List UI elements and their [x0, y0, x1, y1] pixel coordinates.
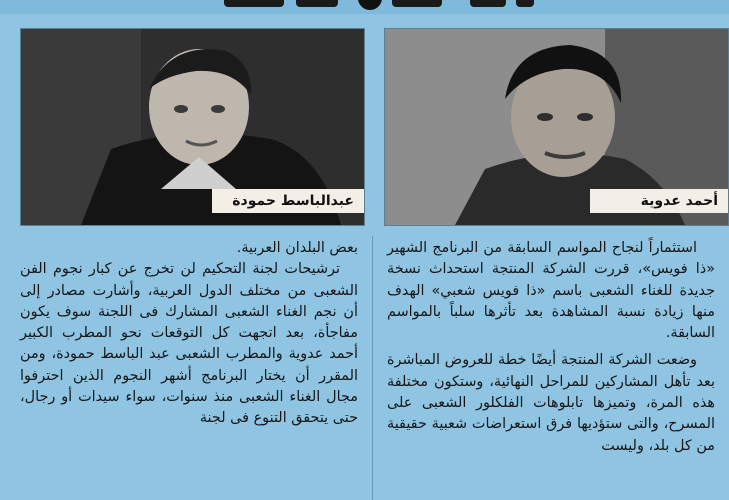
photo-abdelbasset-hamouda	[20, 28, 365, 226]
paragraph: ترشيحات لجنة التحكيم لن تخرج عن كبار نجوم الفن الشعبى من مختلف الدول العربية، وأشارت مصادر إلى أن نجم الغناء الشعبى المشارك فى اللجنة سوف يكون مفاجأة، بعد اتجهت كل التوقعات نحو المطرب الكبير أحمد عدوية والمطرب الشعبى عبد الباسط حمودة، ومن المقرر أن يختار البرنامج أشهر النجوم الذين احترفوا مجال الغناء الشعبى منذ سنوات، سواء سيدات أو رجال، حتى يتحقق التنوع فى لجنة	[20, 261, 358, 427]
headline-dot	[358, 0, 382, 10]
paragraph: وضعت الشركة المنتجة أيضًا خطة للعروض المباشرة بعد تأهل المشاركين للمراحل النهائية، وستكون مختلفة هذه المرة، وتميزها تابلوهات الفلكلور الشعبى على المسرح، والتى ستؤديها فرق استعراضات شعبية حقيقية من كل بلد، وليست	[387, 352, 715, 454]
photo-caption: عبدالباسط حمودة	[212, 189, 364, 213]
article-column-left	[20, 238, 358, 430]
paragraph: استثماراً لنجاح المواسم السابقة من البرنامج الشهير «ذا فويس»، قررت الشركة المنتجة استحداث نسخة جديدة للغناء الشعبى باسم «ذا فويس شعبي» الهدف منها زيادة نسبة المشاهدة بعد تأثرها سلباً بالمواسم السابقة.	[387, 240, 715, 342]
photo-caption: أحمد عدوية	[590, 189, 728, 213]
photo-ahmed-adaweyah	[384, 28, 729, 226]
column-divider	[372, 236, 373, 500]
paragraph: بعض البلدان العربية.	[236, 240, 358, 256]
article-column-right	[387, 238, 715, 457]
headline-fragment	[0, 0, 729, 14]
